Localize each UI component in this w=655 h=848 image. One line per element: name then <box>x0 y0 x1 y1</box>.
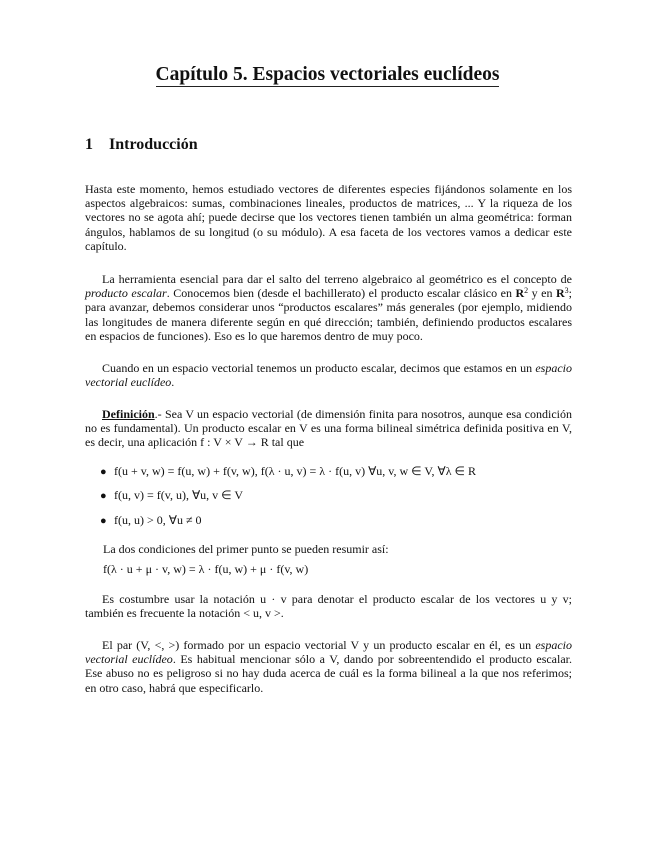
bullet-icon: ● <box>100 490 107 502</box>
bullet-icon: ● <box>100 515 107 527</box>
p2-r2: R <box>515 286 525 301</box>
bullet-icon: ● <box>100 466 107 478</box>
list-item <box>100 488 243 503</box>
p2-sup2: 2 <box>524 286 529 296</box>
summary-text: La dos condiciones del primer punto se pueden resumir así: <box>103 542 389 556</box>
p2-text-c: y en <box>528 286 556 301</box>
chapter-title-text: Capítulo 5. Espacios vectoriales euclídeos <box>155 64 500 85</box>
section-heading <box>85 136 198 154</box>
paragraph-producto-escalar <box>85 272 572 343</box>
p5-text-b: . Es habitual mencionar sólo a V, dando por sobreentendido el producto escalar. Ese abuso no es peligroso si no hay duda acerca de cuál es la forma bilineal a la que nos referimos; en otro caso, habrá que especificarlo. <box>85 652 573 695</box>
paragraph-definition <box>85 407 572 450</box>
paragraph-intro: Hasta este momento, hemos estudiado vectores de diferentes especies fijándonos solamente en los aspectos algebraicos: sumas, combinaciones lineales, productos de matrices, ... Y la riqueza de los vectores no se agota ahí; puede decirse que los vectores tienen también un alma geométrica: forman ángulos, hablamos de su longitud (o su módulo). A esa faceta de los vectores vamos a dedicar este capítulo. <box>85 182 572 253</box>
list-item <box>100 513 202 528</box>
p3-text-b: . <box>171 375 175 390</box>
summary-formula: f(λ · u + μ · v, w) = λ · f(u, w) + μ · f(v, w) <box>103 562 309 576</box>
bullet-text: f(u + v, w) = f(u, w) + f(v, w), f(λ · u, v) = λ · f(u, v) ∀u, v, w ∈ V, ∀λ ∈ R <box>114 464 477 478</box>
p2-sup3: 3 <box>564 286 569 296</box>
bullet-text: f(u, v) = f(v, u), ∀u, v ∈ V <box>114 488 244 502</box>
paragraph-par <box>85 638 572 695</box>
p3-emphasis: espacio vectorial euclídeo <box>85 361 572 390</box>
bullet-text: f(u, u) > 0, ∀u ≠ 0 <box>114 513 202 527</box>
p5-text-a: El par (V, <, >) formado por un espacio vectorial V y un producto escalar en él, es un <box>102 638 536 652</box>
paragraph-notation: Es costumbre usar la notación u · v para denotar el producto escalar de los vectores u y v; también es frecuente la notación < u, v >. <box>85 592 572 621</box>
p2-text-a: La herramienta esencial para dar el salto del terreno algebraico al geométrico es el concepto de <box>102 272 572 286</box>
definition-text: .- Sea V un espacio vectorial (de dimensión finita para nosotros, aunque esa condición no es fundamental). Un producto escalar en V es una forma bilineal simétrica definida positiva en V, es decir, una aplicación f : V × V → R tal que <box>85 407 572 450</box>
chapter-title <box>0 64 655 86</box>
p2-r3: R <box>555 286 565 301</box>
definition-label: Definición <box>102 407 155 421</box>
p3-text-a: Cuando en un espacio vectorial tenemos un producto escalar, decimos que estamos en un <box>102 361 536 375</box>
section-title: Introducción <box>109 136 198 153</box>
section-number: 1 <box>85 136 93 153</box>
list-item <box>100 464 476 479</box>
p2-emphasis: producto escalar <box>85 286 167 301</box>
p2-text-d: ; para avanzar, debemos considerar unos “productos escalares” más generales (por ejemplo, midiendo las longitudes de manera diferente según en qué dirección; también, definiendo productos escalares en espacios de funciones). Eso es lo que haremos dentro de muy poco. <box>85 286 572 343</box>
paragraph-euclideo <box>85 361 572 389</box>
p5-emphasis: espacio vectorial euclídeo <box>85 638 572 667</box>
p2-text-b: . Conocemos bien (desde el bachillerato) el producto escalar clásico en <box>166 286 516 301</box>
